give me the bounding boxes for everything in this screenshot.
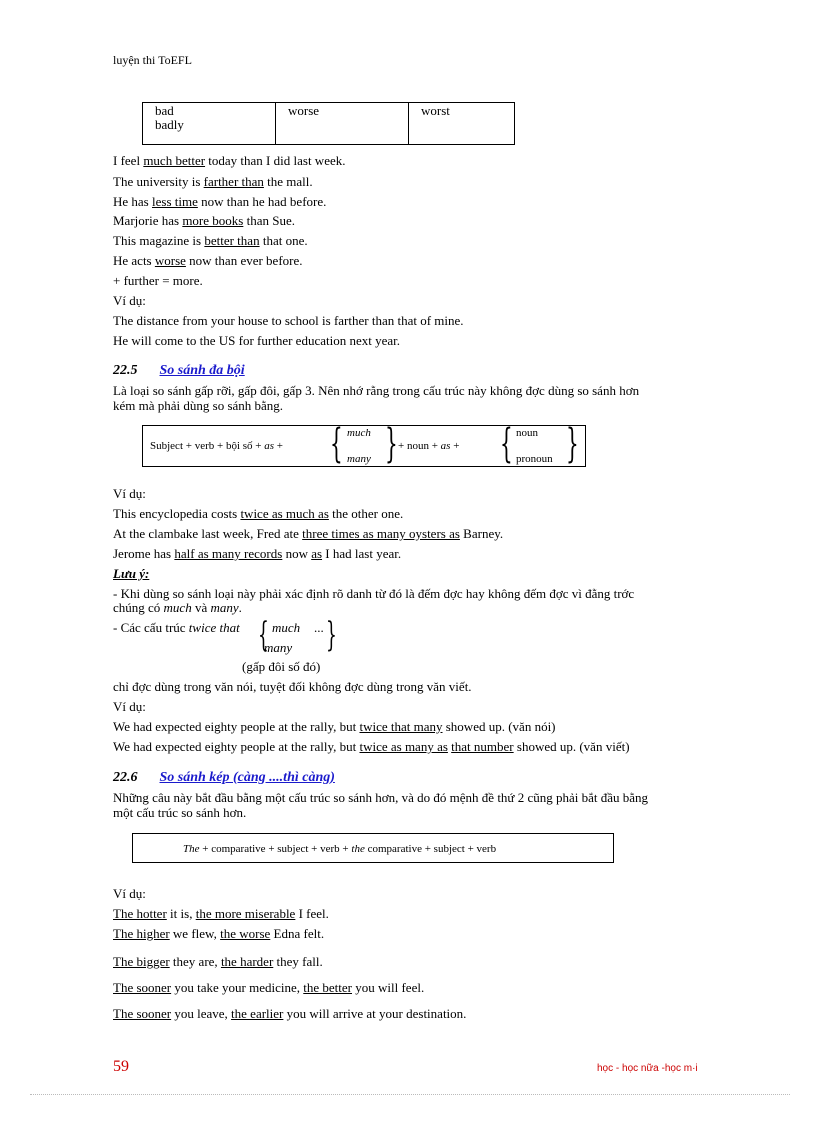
note-many: many [264,640,293,655]
note-left-brace: { [258,615,269,655]
example-line-10: He will come to the US for further education next year. [113,333,400,348]
left-brace: { [330,421,343,467]
note-line-3: - Các cấu trúc twice that [113,620,240,635]
vidu-label-2: Ví dụ: [113,486,146,501]
table-cell-comparative: worse [276,103,409,145]
page-number: 59 [113,1058,129,1075]
left-brace-2: { [500,421,513,467]
footer-slogan: học - học nữa -học m·i [597,1063,698,1074]
note-line-1: - Khi dùng so sánh loại này phải xác định rõ danh từ đó là đếm đợc hay không đếm đợc vì đằng trớc [113,586,635,601]
example-line-2: The university is farther than the mall. [113,174,313,189]
formula-part-1: Subject + verb + bội số + as + [150,440,283,452]
vidu-label-4: Ví dụ: [113,886,146,901]
example-22-6-2: The higher we flew, the worse Edna felt. [113,926,325,941]
example-22-6-5: The sooner you leave, the earlier you will arrive at your destination. [113,1006,467,1021]
note-label: Lưu ý: [113,566,150,581]
table-row [143,103,515,145]
section-title-link[interactable]: So sánh đa bội [159,363,245,378]
example-line-4: Marjorie has more books than Sue. [113,213,295,228]
example-22-6-4: The sooner you take your medicine, the better you will feel. [113,980,425,995]
note-line-4: chỉ đợc dùng trong văn nói, tuyệt đối không đợc dùng trong văn viết. [113,679,472,694]
section-para-line-4: một cấu trúc so sánh hơn. [113,805,247,820]
note-line-2: chúng có much và many. [113,600,242,615]
example-22-6-3: The bigger they are, the harder they fall. [113,954,323,969]
running-header: luyện thi ToEFL [113,53,192,67]
further-note: + further = more. [113,273,203,288]
example-line-9: The distance from your house to school is farther than that of mine. [113,313,464,328]
section-para-line-1: Là loại so sánh gấp rỡi, gấp đôi, gấp 3. Nên nhớ rằng trong cấu trúc này không đợc dùng so sánh hơn [113,383,640,398]
table-cell-base-2: badly [155,117,184,132]
right-brace-2: } [566,421,579,467]
example-line-5: This magazine is better than that one. [113,233,308,248]
example-22-5-5: We had expected eighty people at the rally, but twice as many as that number showed up. (văn viết) [113,739,630,754]
section-heading-22-5: 22.5 So sánh đa bội [113,363,245,378]
formula-noun: noun [516,427,538,439]
formula-much: much [347,427,371,439]
section-para-line-3: Những câu này bắt đầu bằng một cấu trúc so sánh hơn, và do đó mệnh đề thứ 2 cũng phải bắt đầu bằng [113,790,649,805]
section-heading-22-6: 22.6 So sánh kép (càng ....thì càng) [113,770,335,785]
note-much: much [272,620,301,635]
vidu-label: Ví dụ: [113,293,146,308]
section-para-line-2: kém mà phải dùng so sánh bằng. [113,398,284,413]
note-right-brace: } [326,615,337,655]
example-22-5-3: Jerome has half as many records now as I had last year. [113,546,402,561]
comparison-table [142,102,515,145]
formula-pronoun: pronoun [516,453,553,465]
right-brace: } [385,421,398,467]
footer-divider [30,1094,790,1095]
formula-many: many [347,453,371,465]
example-22-5-1: This encyclopedia costs twice as much as the other one. [113,506,404,521]
table-cell-base-1: bad [155,103,174,118]
example-22-6-1: The hotter it is, the more miserable I feel. [113,906,329,921]
example-22-5-4: We had expected eighty people at the rally, but twice that many showed up. (văn nói) [113,719,556,734]
example-line-1: I feel much better today than I did last week. [113,153,346,168]
example-line-3: He has less time now than he had before. [113,194,327,209]
table-cell-superlative: worst [409,103,515,145]
note-dots: ... [314,620,324,635]
note-paren: (gấp đôi số đó) [242,659,321,674]
example-22-5-2: At the clambake last week, Fred ate three times as many oysters as Barney. [113,526,504,541]
formula-22-6: The + comparative + subject + verb + the comparative + subject + verb [183,843,497,855]
example-line-6: He acts worse now than ever before. [113,253,303,268]
section-title-link-2[interactable]: So sánh kép (càng ....thì càng) [159,770,335,785]
vidu-label-3: Ví dụ: [113,699,146,714]
table-cell-base [143,103,276,145]
formula-part-2: + noun + as + [398,440,460,452]
